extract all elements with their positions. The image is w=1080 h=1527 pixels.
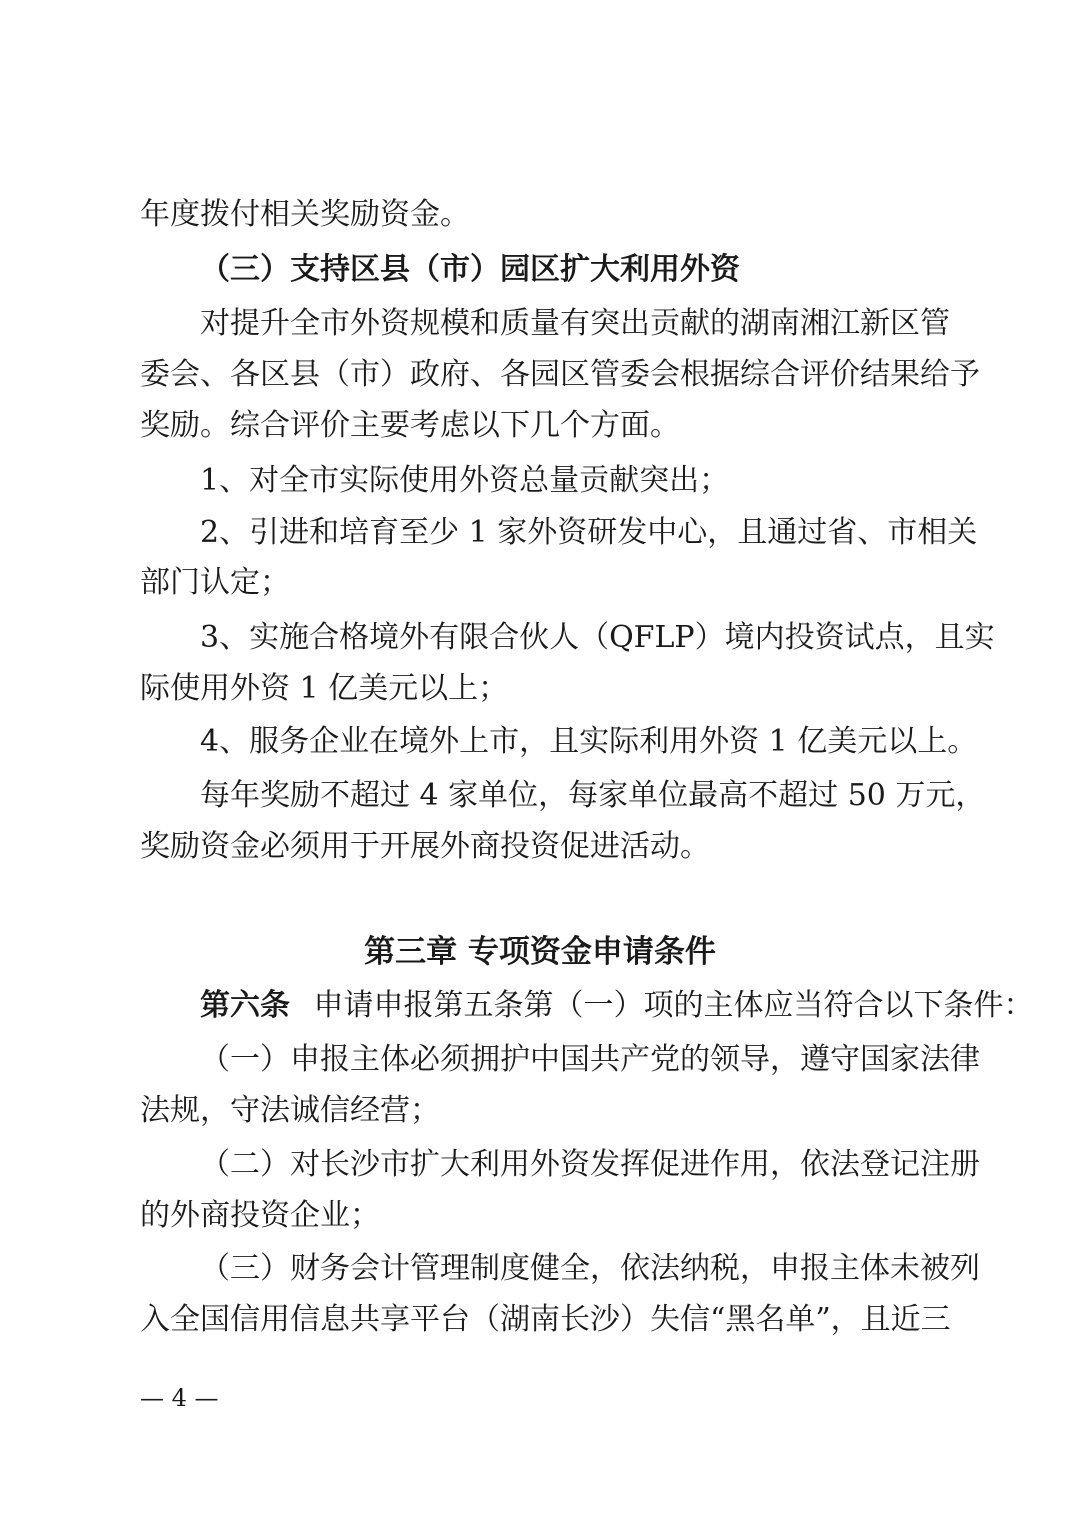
paragraph-line: 年度拨付相关奖励资金。 — [140, 197, 470, 232]
page-number: — 4 — — [140, 1384, 219, 1412]
paragraph-line: 每年奖励不超过 4 家单位，每家单位最高不超过 50 万元， — [200, 778, 986, 813]
article-text: 申请申报第五条第（一）项的主体应当符合以下条件： — [313, 988, 1034, 1023]
paragraph-line: 奖励资金必须用于开展外商投资促进活动。 — [140, 829, 710, 864]
condition-line: （三）财务会计管理制度健全，依法纳税，申报主体未被列 — [200, 1251, 980, 1286]
list-item: 3、实施合格境外有限合伙人（QFLP）境内投资试点，且实 — [200, 620, 995, 655]
list-item: 2、引进和培育至少 1 家外资研发中心，且通过省、市相关 — [200, 515, 978, 550]
article-number: 第六条 — [200, 988, 290, 1023]
paragraph-line: 对提升全市外资规模和质量有突出贡献的湖南湘江新区管 — [200, 306, 950, 341]
condition-line: （二）对长沙市扩大利用外资发挥促进作用，依法登记注册 — [200, 1147, 980, 1182]
list-item-continuation: 际使用外资 1 亿美元以上； — [140, 671, 509, 706]
chapter-title: 第三章 专项资金申请条件 — [364, 934, 716, 970]
paragraph-line: 奖励。综合评价主要考虑以下几个方面。 — [140, 408, 680, 443]
condition-line: （一）申报主体必须拥护中国共产党的领导，遵守国家法律 — [200, 1042, 980, 1077]
condition-line: 入全国信用信息共享平台（湖南长沙）失信“黑名单”，且近三 — [140, 1302, 951, 1337]
paragraph-line: 委会、各区县（市）政府、各园区管委会根据综合评价结果给予 — [140, 357, 980, 392]
list-item: 4、服务企业在境外上市，且实际利用外资 1 亿美元以上。 — [200, 724, 978, 759]
condition-line: 法规，守法诚信经营； — [140, 1093, 440, 1128]
article-line — [200, 986, 1034, 1026]
list-item: 1、对全市实际使用外资总量贡献突出； — [200, 463, 730, 498]
list-item-continuation: 部门认定； — [140, 565, 290, 600]
condition-line: 的外商投资企业； — [140, 1198, 380, 1233]
section-heading: （三）支持区县（市）园区扩大利用外资 — [200, 252, 740, 287]
